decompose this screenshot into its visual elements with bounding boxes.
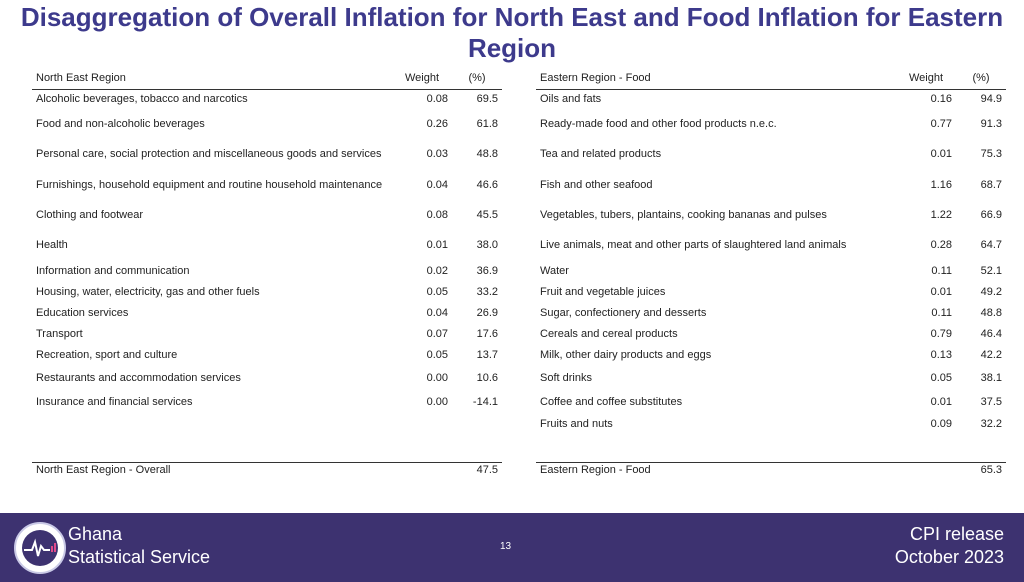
column-header: Eastern Region - Food [536,67,896,90]
category-cell: Housing, water, electricity, gas and other fuels [36,285,260,298]
percent-cell: 42.2 [980,348,1002,361]
weight-cell: 0.05 [426,285,448,298]
column-header: (%) [956,67,1006,90]
category-cell: Food and non-alcoholic beverages [36,118,205,130]
percent-cell: 37.5 [980,395,1002,408]
category-cell: Restaurants and accommodation services [36,371,241,384]
percent-cell: 46.6 [476,178,498,191]
weight-cell: 0.77 [930,118,952,130]
percent-cell: -14.1 [472,395,498,408]
column-header: Weight [896,67,956,90]
page-number: 13 [500,541,512,552]
weight-cell: 0.01 [930,395,952,408]
org-line-2: Statistical Service [68,547,211,567]
spacer-cell [536,435,1006,463]
percent-cell: 38.0 [476,239,498,251]
spacer-cell [32,414,502,463]
table-row [32,282,502,303]
category-cell: Education services [36,306,129,319]
table-row [536,303,1006,324]
weight-cell: 0.11 [931,306,952,319]
footer-bar [0,513,1024,582]
total-row [536,462,1006,478]
total-weight-cell [896,462,956,478]
table-row [536,261,1006,282]
spacer-row [536,435,1006,463]
category-cell: Clothing and footwear [36,209,144,221]
table-row [32,261,502,282]
table-row [536,201,1006,231]
table-row [536,391,1006,414]
weight-cell: 0.04 [426,178,448,191]
table-row [536,324,1006,345]
weight-cell: 0.26 [426,118,448,130]
table-row [536,110,1006,140]
table-row [32,170,502,201]
percent-cell: 48.8 [980,306,1002,319]
north-east-table [32,67,502,478]
category-cell: Fish and other seafood [540,178,653,191]
category-cell: Tea and related products [540,148,662,160]
percent-cell: 13.7 [476,348,498,361]
table-row [536,414,1006,435]
weight-cell: 0.07 [426,327,448,340]
percent-cell: 33.2 [476,285,498,298]
eastern-food-table [536,67,1006,478]
category-cell: Transport [36,327,83,340]
table-row [536,140,1006,170]
percent-cell: 38.1 [980,371,1002,384]
category-cell: Soft drinks [540,371,592,384]
category-cell: Coffee and coffee substitutes [540,395,683,408]
percent-cell: 49.2 [980,285,1002,298]
weight-cell: 0.00 [426,371,448,384]
percent-cell: 94.9 [980,93,1002,106]
weight-cell: 0.11 [931,264,952,277]
category-cell: Milk, other dairy products and eggs [540,348,712,361]
org-line-1: Ghana [68,524,123,544]
table-row [32,201,502,231]
table-row [536,231,1006,261]
table-header-row [32,67,502,90]
table-header-row [536,67,1006,90]
table-row [32,324,502,345]
table-row [32,110,502,140]
category-cell: Fruit and vegetable juices [540,285,666,298]
weight-cell: 0.28 [930,239,952,251]
weight-cell: 0.08 [426,93,448,106]
percent-cell: 91.3 [980,118,1002,130]
weight-cell: 0.01 [426,239,448,251]
category-cell: Oils and fats [540,93,602,106]
column-header: Weight [392,67,452,90]
table-row [32,231,502,261]
percent-cell: 45.5 [476,209,498,221]
category-cell: Fruits and nuts [540,417,613,430]
weight-cell: 0.13 [930,348,952,361]
total-percent-cell: 65.3 [956,462,1006,478]
table-row [32,303,502,324]
table-row [536,170,1006,201]
percent-cell: 52.1 [980,264,1002,277]
category-cell: Water [540,264,569,277]
weight-cell: 0.03 [426,148,448,160]
table-row [32,391,502,414]
total-percent-cell: 47.5 [452,462,502,478]
release-title: CPI release [909,524,1004,544]
column-header: North East Region [32,67,392,90]
category-cell: Alcoholic beverages, tobacco and narcotics [36,93,248,106]
table-row [536,345,1006,366]
table-row [32,345,502,366]
percent-cell: 64.7 [980,239,1002,251]
table-row [536,90,1006,110]
percent-cell: 32.2 [980,417,1002,430]
category-cell: Ready-made food and other food products n.e.c. [540,118,777,130]
table-row [536,282,1006,303]
spacer-row [32,414,502,463]
table-row [32,366,502,391]
percent-cell: 26.9 [476,306,498,319]
percent-cell: 69.5 [476,93,498,106]
percent-cell: 61.8 [476,118,498,130]
weight-cell: 0.09 [930,417,952,430]
table-row [32,140,502,170]
column-header: (%) [452,67,502,90]
total-weight-cell [392,462,452,478]
weight-cell: 0.05 [930,371,952,384]
weight-cell: 0.02 [426,264,448,277]
weight-cell: 1.16 [930,178,952,191]
category-cell: Vegetables, tubers, plantains, cooking bananas and pulses [540,209,827,221]
organization-name [68,523,210,569]
category-cell: Furnishings, household equipment and routine household maintenance [36,178,383,191]
category-cell: Recreation, sport and culture [36,348,178,361]
page-title: Disaggregation of Overall Inflation for North East and Food Inflation for Eastern Region [20,2,1004,63]
category-cell: Live animals, meat and other parts of slaughtered land animals [540,239,847,251]
weight-cell: 0.05 [426,348,448,361]
category-cell: Personal care, social protection and miscellaneous goods and services [36,148,382,160]
category-cell: Insurance and financial services [36,395,193,408]
category-cell: Cereals and cereal products [540,327,678,340]
table-row [32,90,502,110]
percent-cell: 48.8 [476,148,498,160]
weight-cell: 0.08 [426,209,448,221]
weight-cell: 0.00 [426,395,448,408]
weight-cell: 0.01 [930,285,952,298]
percent-cell: 10.6 [476,371,498,384]
weight-cell: 0.01 [930,148,952,160]
percent-cell: 36.9 [476,264,498,277]
category-cell: Health [36,239,68,251]
weight-cell: 1.22 [930,209,952,221]
weight-cell: 0.16 [930,93,952,106]
table-row [536,366,1006,391]
total-label-cell: Eastern Region - Food [536,462,896,478]
release-date: October 2023 [894,547,1004,567]
release-info [895,523,1004,569]
percent-cell: 17.6 [476,327,498,340]
pulse-icon [24,538,60,560]
total-row [32,462,502,478]
weight-cell: 0.79 [930,327,952,340]
gss-logo [14,522,66,574]
category-cell: Information and communication [36,264,190,277]
percent-cell: 66.9 [980,209,1002,221]
total-label-cell: North East Region - Overall [32,462,392,478]
percent-cell: 68.7 [980,178,1002,191]
percent-cell: 46.4 [980,327,1002,340]
category-cell: Sugar, confectionery and desserts [540,306,707,319]
percent-cell: 75.3 [980,148,1002,160]
weight-cell: 0.04 [426,306,448,319]
